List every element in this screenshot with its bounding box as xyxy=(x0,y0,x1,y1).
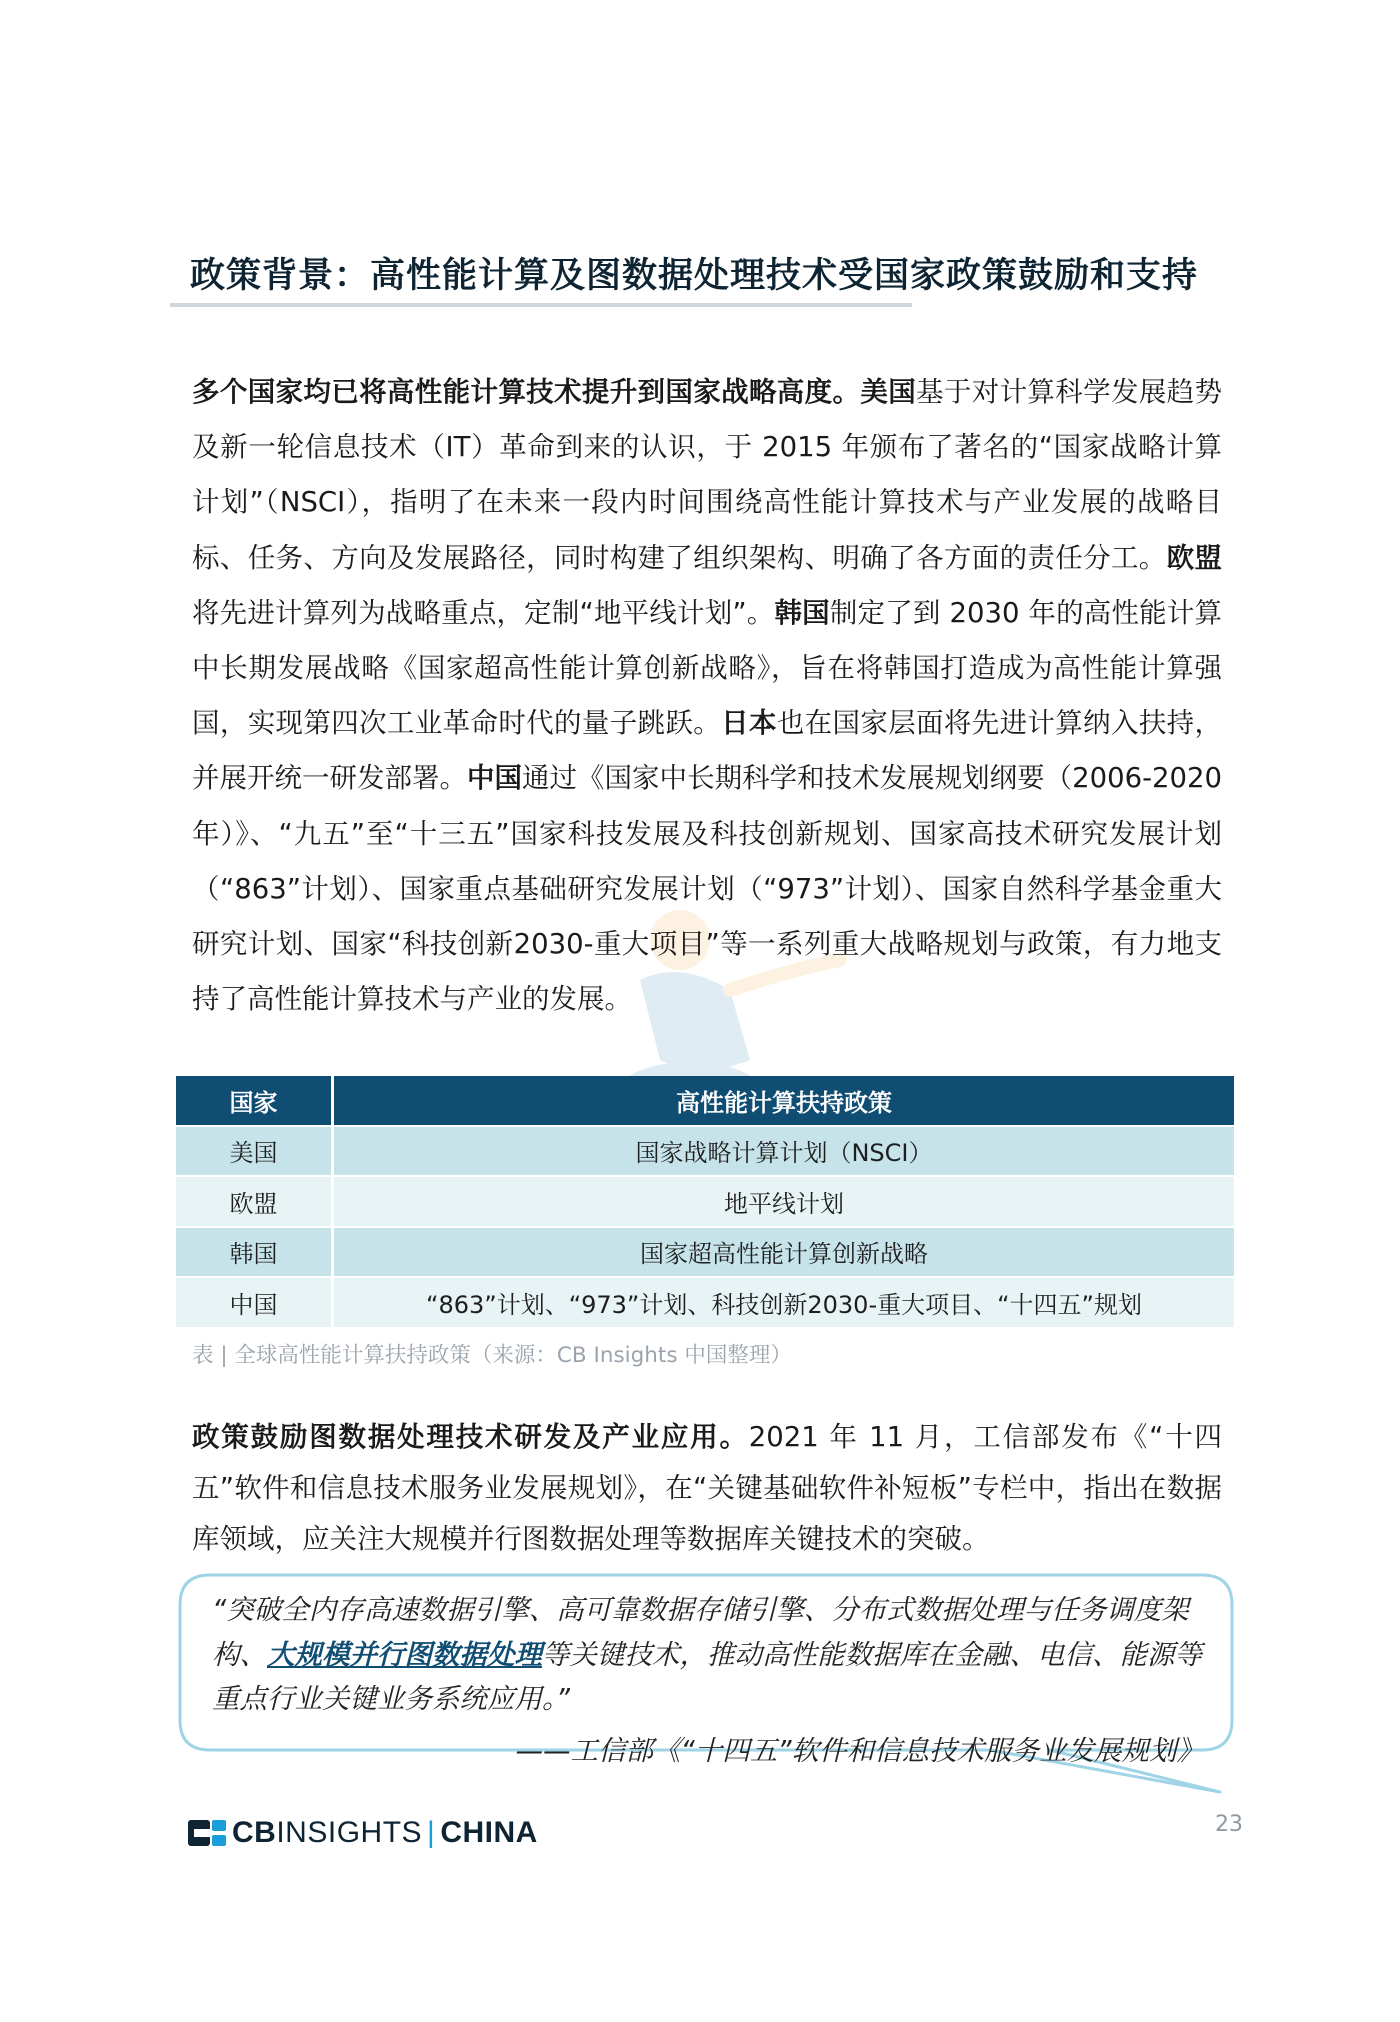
quote-text xyxy=(212,1588,1202,1722)
table-cell-policy: 国家战略计算计划（NSCI） xyxy=(334,1127,1234,1178)
table-header-row xyxy=(176,1076,1234,1127)
kr-label: 韩国 xyxy=(774,596,830,629)
cb-logo-icon xyxy=(188,1820,226,1846)
jp-text: 也在国家层面将先进计算纳入扶持，并展开统一研发部署。 xyxy=(192,707,1223,795)
para2-text: 2021 年 11 月，工信部发布《“十四五”软件和信息技术服务业发展规划》，在“关键基础软件补短板”专栏中，指出在数据库领域，应关注大规模并行图数据处理等数据库关键技术的突破。 xyxy=(192,1421,1223,1555)
table-row xyxy=(176,1177,1234,1228)
paragraph-hpc-strategy xyxy=(192,365,1222,1027)
cn-label: 中国 xyxy=(467,762,523,795)
table-cell-country: 中国 xyxy=(176,1278,334,1329)
logo-text xyxy=(232,1816,538,1850)
logo-divider: | xyxy=(427,1816,436,1849)
jp-label: 日本 xyxy=(721,707,777,740)
table-cell-country: 欧盟 xyxy=(176,1177,334,1228)
cb-insights-logo xyxy=(188,1813,538,1853)
table-row xyxy=(176,1127,1234,1178)
table-header-country: 国家 xyxy=(176,1076,334,1127)
usa-text: 基于对计算科学发展趋势及新一轮信息技术（IT）革命到来的认识，于 2015 年颁布了著名的“国家战略计算计划”（NSCI），指明了在未来一段内时间围绕高性能计算技术与产业发展的战略目标、任务、方向及发展路径，同时构建了组织架构、明确了各方面的责任分工。 xyxy=(192,376,1223,574)
quote-part1: “突破全内存高速数据引擎、高可靠数据存储引擎、分布式数据处理与任务调度架构、 xyxy=(212,1594,1189,1671)
quote-highlight: 大规模并行图数据处理 xyxy=(267,1638,542,1671)
table-cell-policy: 地平线计划 xyxy=(334,1177,1234,1228)
quote-attribution: ——工信部《“十四五”软件和信息技术服务业发展规划》 xyxy=(515,1735,1204,1767)
table-row xyxy=(176,1228,1234,1279)
table-cell-country: 韩国 xyxy=(176,1228,334,1279)
policy-table xyxy=(176,1076,1234,1329)
table-caption: 表 | 全球高性能计算扶持政策（来源：CB Insights 中国整理） xyxy=(192,1343,792,1368)
logo-cb: CB xyxy=(232,1816,277,1849)
quote-part2: 等关键技术，推动高性能数据库在金融、电信、能源等重点行业关键业务系统应用。” xyxy=(212,1638,1202,1715)
table-row xyxy=(176,1278,1234,1329)
title-underline xyxy=(170,303,912,307)
table-cell-policy: 国家超高性能计算创新战略 xyxy=(334,1228,1234,1279)
page-number: 23 xyxy=(1215,1812,1243,1837)
page-title: 政策背景：高性能计算及图数据处理技术受国家政策鼓励和支持 xyxy=(190,256,1199,296)
eu-text: 将先进计算列为战略重点，定制“地平线计划”。 xyxy=(192,596,775,629)
para1-lead: 多个国家均已将高性能计算技术提升到国家战略高度。 xyxy=(192,376,861,408)
para2-lead: 政策鼓励图数据处理技术研发及产业应用。 xyxy=(192,1421,749,1453)
cn-text: 通过《国家中长期科学和技术发展规划纲要（2006-2020 年）》、“九五”至“十三五”国家科技发展及科技创新规划、国家高技术研究发展计划（“863”计划）、国家重点基础研究发展计划（“973”计划）、国家自然科学基金重大研究计划、国家“科技创新2030-重大项目”等一系列重大战略规划与政策，有力地支持了高性能计算技术与产业的发展。 xyxy=(192,762,1222,1016)
usa-label: 美国 xyxy=(860,376,917,408)
eu-label: 欧盟 xyxy=(1166,541,1223,574)
kr-text: 制定了到 2030 年的高性能计算中长期发展战略《国家超高性能计算创新战略》，旨在将韩国打造成为高性能计算强国，实现第四次工业革命时代的量子跳跃。 xyxy=(192,596,1223,740)
table-cell-policy: “863”计划、“973”计划、科技创新2030-重大项目、“十四五”规划 xyxy=(334,1278,1234,1329)
logo-insights: INSIGHTS xyxy=(276,1816,423,1849)
table-cell-country: 美国 xyxy=(176,1127,334,1178)
logo-china: CHINA xyxy=(440,1816,538,1849)
paragraph-graph-policy xyxy=(192,1412,1222,1565)
table-header-policy: 高性能计算扶持政策 xyxy=(334,1076,1234,1127)
